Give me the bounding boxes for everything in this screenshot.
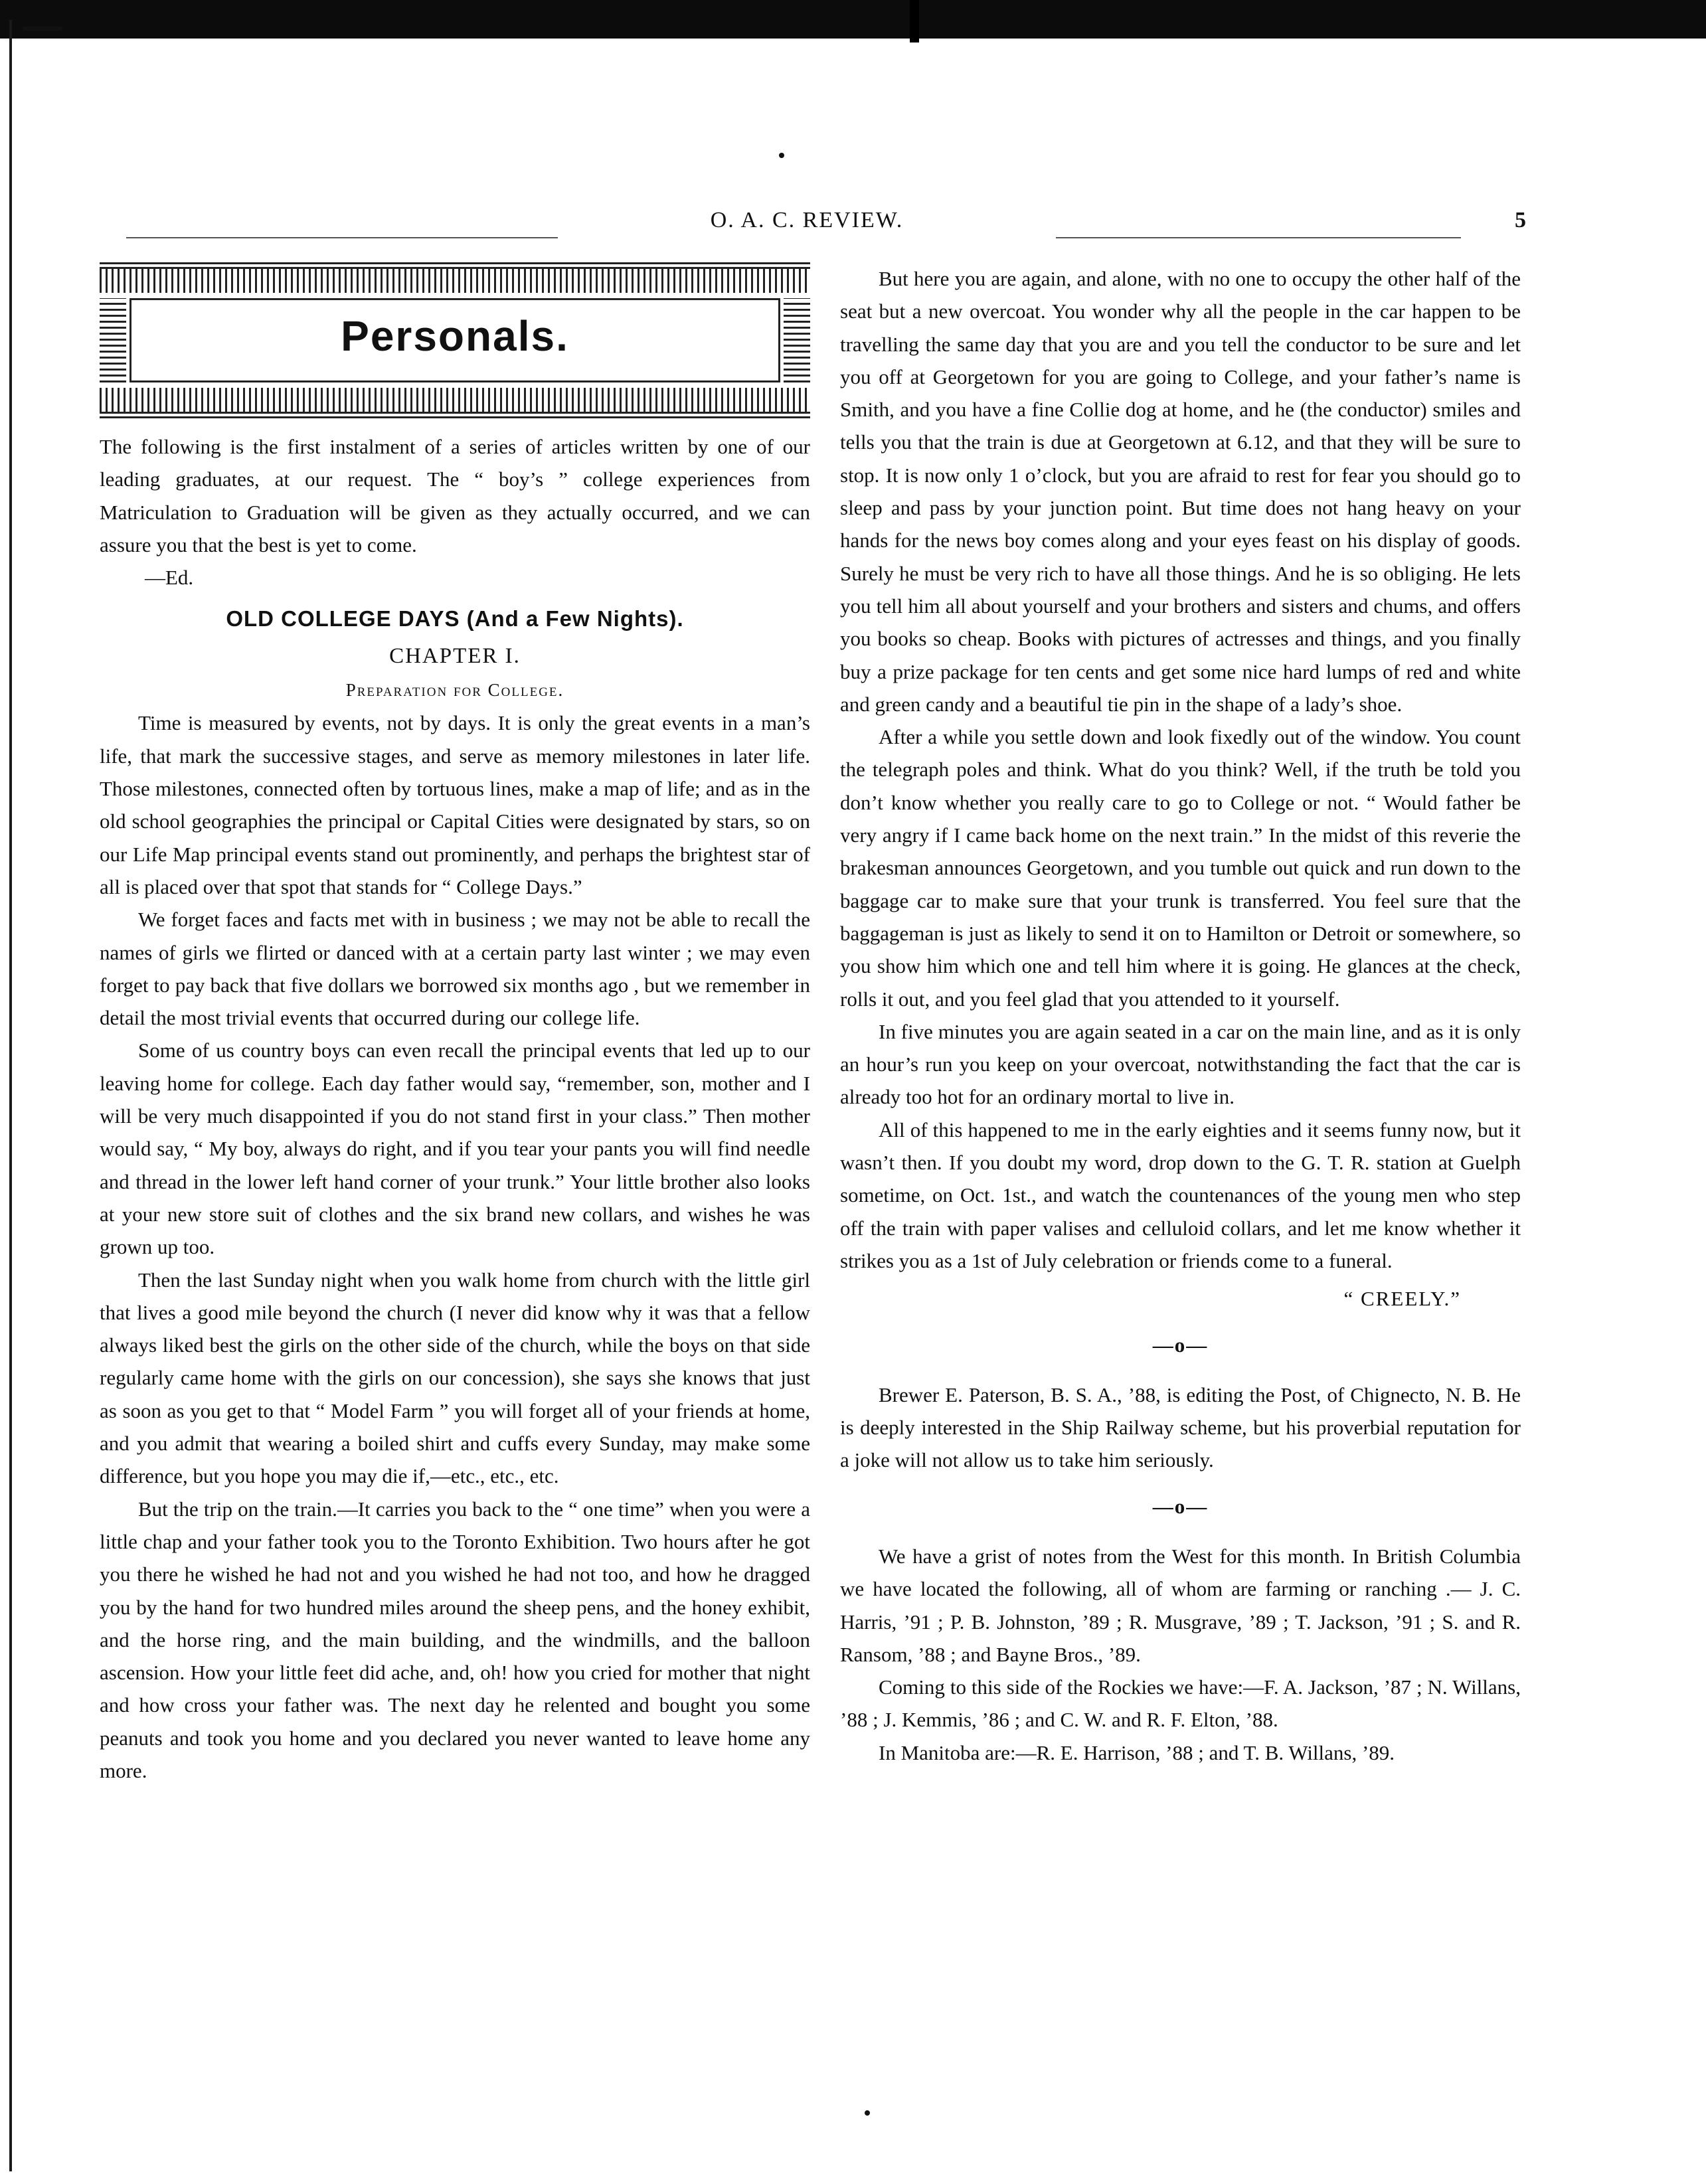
article-paragraph: Time is measured by events, not by days. It is only the great events in a man’s life, that mark the successive stages, and serve as memory milestones in later life. Those milestones, connected often by tortuous lines, make a map of life; and as in the old school geographies the principal or Capital Cities were designated by stars, so on our Life Map principal events stand out prominently, and perhaps the brightest star of all is placed over that spot that stands for “ College Days.” — [100, 711, 810, 898]
article-paragraph: But the trip on the train.—It carries you back to the “ one time” when you were a little chap and your father took you to the Toronto Exhibition. Two hours after he got you there he wished he had not and you wished he had not too, and how he dragged you by the hand for two hundred miles around the sheep pens, and the honey exhibit, and the horse ring, and the main building, and the windmills, and the balloon ascension. How your little feet did ache, and, oh! how you cried for mother that night and how cross your father was. The next day he relented and bought you some peanuts and took you home and you declared you never wanted to leave home any more. — [100, 1497, 810, 1782]
scan-top-edge — [0, 0, 1706, 39]
journal-title: O. A. C. REVIEW. — [710, 208, 904, 232]
news-item: We have a grist of notes from the West for this month. In British Columbia we have located the following, all of whom are farming or ranching .— J. C. Harris, ’91 ; P. B. Johnston, ’89 ; R. Musgrave, ’89 ; T. Jackson, ’91 ; S. and R. Ransom, ’88 ; and Bayne Bros., ’89. — [840, 1544, 1521, 1666]
article-paragraph: In five minutes you are again seated in a car on the main line, and as it is only an hour’s run you keep on your overcoat, notwithstanding the fact that the car is already too hot for an ordinary mortal to live in. — [840, 1019, 1521, 1109]
news-item: In Manitoba are:—R. E. Harrison, ’88 ; and T. B. Willans, ’89. — [879, 1740, 1395, 1764]
banner-ornament-left — [100, 298, 126, 382]
editor-intro: The following is the first instalment of a series of articles written by one of our leading graduates, at our request. The “ boy’s ” college experiences from Matriculation to Graduation will be given as they actually occurred, and we can assure you that the best is yet to come. — [100, 435, 810, 556]
page-number: 5 — [1515, 208, 1527, 232]
article-paragraph: Then the last Sunday night when you walk home from church with the little girl that lives a good mile beyond the church (I never did know why it was that a fellow always liked best the girls on the other side of the church, while the boys on that side regularly came home with the girls on our concession), she says she knows that just as soon as you get to that “ Model Farm ” you will forget all of your friends at home, and you admit that wearing a boiled shirt and cuffs every Sunday, may make some difference, but you hope you may die if,—etc., etc., etc. — [100, 1268, 810, 1488]
article-paragraph: All of this happened to me in the early eighties and it seems funny now, but it wasn’t then. If you doubt my word, drop down to the G. T. R. station at Guelph sometime, on Oct. 1st., and watch the countenances of the young men who step off the train with paper valises and celluloid collars, and let me know whether it strikes you as a 1st of July celebration or friends come to a funeral. — [840, 1118, 1521, 1272]
scan-left-tick — [23, 27, 62, 31]
chapter-subtitle: Preparation for College. — [345, 680, 564, 701]
header-rule-left — [126, 237, 558, 238]
news-item: Brewer E. Paterson, B. S. A., ’88, is editing the Post, of Chignecto, N. B. He is deeply interested in the Ship Railway scheme, but his proverbial reputation for a joke will not allow us to take him seriously. — [840, 1383, 1521, 1472]
banner-ornament-right — [784, 298, 810, 382]
article-paragraph: Some of us country boys can even recall the principal events that led up to our leaving home for college. Each day father would say, “remember, son, mother and I will be very much disappointed if you do not stand first in your class.” Then mother would say, “ My boy, always do right, and if you tear your pants you will find needle and thread in the lower left hand corner of your trunk.” Your little brother also looks at your new store suit of clothes and the six brand new collars, and wishes he was grown up too. — [100, 1039, 810, 1259]
separator: —o— — [1152, 1494, 1209, 1518]
personals-banner — [100, 262, 810, 418]
scan-notch — [910, 0, 919, 42]
news-item: Coming to this side of the Rockies we have:—F. A. Jackson, ’87 ; N. Willans, ’88 ; J. Kemmis, ’86 ; and C. W. and R. F. Elton, ’88. — [840, 1675, 1521, 1732]
article-paragraph: After a while you settle down and look fixedly out of the window. You count the telegraph poles and think. What do you think? Well, if the truth be told you don’t know whether you really care to go to College or not. “ Would father be very angry if I came back home on the next train.” In the midst of this reverie the brakesman announces Georgetown, and you tumble out quick and run down to the baggage car to make sure that your trunk is transferred. You feel sure that the baggageman is just as likely to send it on to Hamilton or Detroit or somewhere, so you show him which one and tell him where it is going. He glances at the check, rolls it out, and you feel glad that you attended to it yourself. — [840, 725, 1521, 1011]
left-column — [100, 262, 810, 1787]
article-paragraph: We forget faces and facts met with in business ; we may not be able to recall the names of girls we flirted or danced with at a certain party last winter ; we may even forget to pay back that five dollars we borrowed six months ago , but we remember in detail the most trivial events that occurred during our college life. — [100, 908, 810, 1030]
article-paragraph: But here you are again, and alone, with no one to occupy the other half of the seat but a new overcoat. You wonder why all the people in the car happen to be travelling the same day that you are and you tell the conductor to be sure and let you off at Georgetown for you are going to College, and your father’s name is Smith, and you have a fine Collie dog at home, and he (the conductor) smiles and tells you that the train is due at Georgetown at 6.12, and that they will be sure to stop. It is now only 1 o’clock, but you are afraid to rest for fear you should go to sleep and pass by your junction point. But time does not hang heavy on your hands for the news boy comes along and your eyes feast on his display of goods. Surely he must be very rich to have all those things. And he is so obliging. He lets you tell him all about yourself and your brothers and sisters and chums, and offers you books so cheap. Books with pictures of actresses and things, and you finally buy a prize package for ten cents and get some nice hard lumps of red and white and green candy and a beautiful tie pin in the shape of a lady’s shoe. — [840, 267, 1521, 716]
scan-left-edge — [9, 20, 12, 2171]
scan-speck — [865, 2110, 870, 2116]
personals-heading: Personals. — [129, 298, 780, 382]
header-rule-right — [1056, 237, 1461, 238]
chapter-heading: CHAPTER I. — [389, 644, 521, 669]
editor-sign: —Ed. — [145, 566, 194, 590]
article-title: OLD COLLEGE DAYS (And a Few Nights). — [226, 606, 684, 631]
scan-speck — [779, 153, 784, 158]
page-header — [86, 203, 1527, 242]
separator: —o— — [1152, 1333, 1209, 1357]
right-column — [840, 262, 1521, 1769]
author-signature: “ CREELY.” — [1343, 1287, 1461, 1311]
